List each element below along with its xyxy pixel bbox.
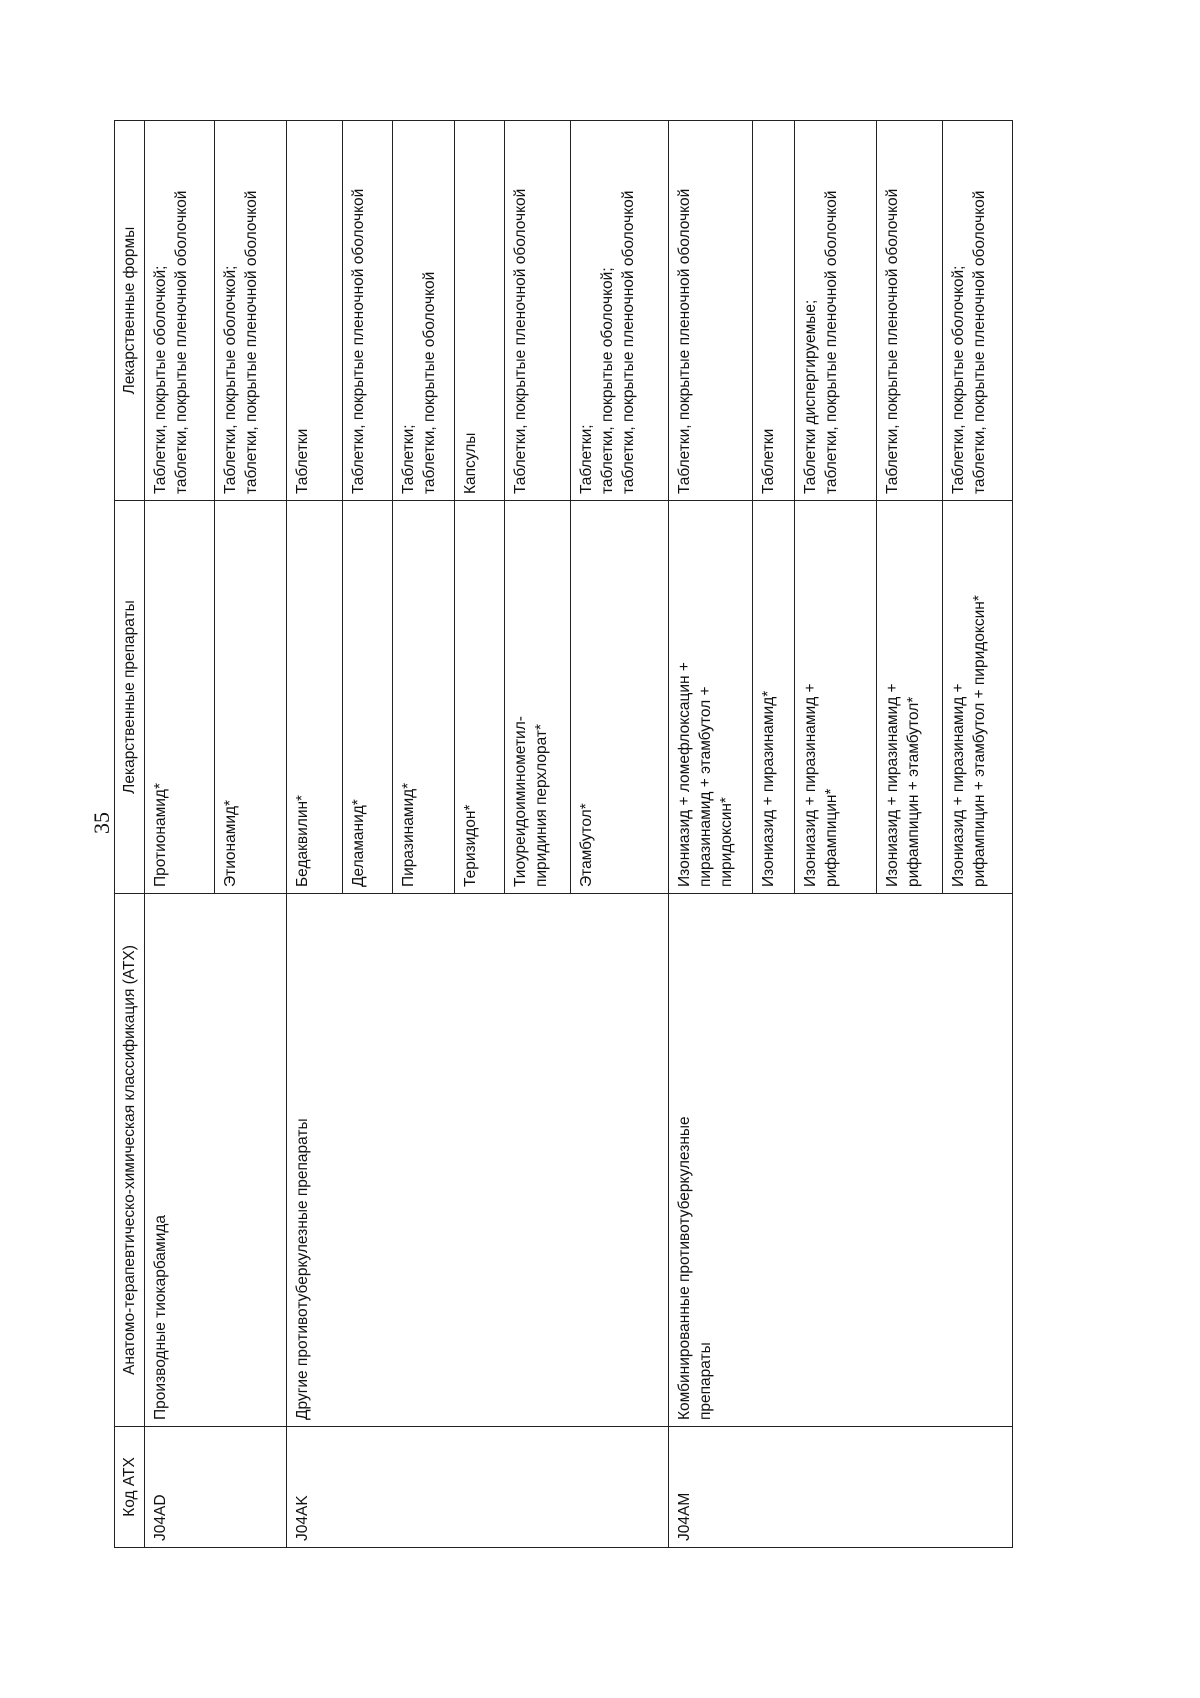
page-number: 35 <box>89 812 114 834</box>
drug-cell: Деламанид* <box>343 501 393 894</box>
forms-cell: Таблетки, покрытые пленочной оболочкой <box>877 121 943 501</box>
drug-cell: Этионамид* <box>215 501 287 894</box>
table-row <box>145 121 215 1548</box>
classification-cell: Другие противотуберкулезные препараты <box>287 894 669 1427</box>
drug-cell: Пиразинамид* <box>393 501 455 894</box>
header-drugs: Лекарственные препараты <box>115 501 145 894</box>
header-classification: Анатомо-терапевтическо-химическая классификация (АТХ) <box>115 894 145 1427</box>
forms-cell: Таблетки; таблетки, покрытые оболочкой <box>393 121 455 501</box>
table-header-row <box>115 121 145 1548</box>
drug-cell: Протионамид* <box>145 501 215 894</box>
drug-cell: Теризидон* <box>455 501 505 894</box>
drug-cell: Изониазид + пиразинамид + рифампицин + этамбутол* <box>877 501 943 894</box>
header-forms: Лекарственные формы <box>115 121 145 501</box>
drug-cell: Этамбутол* <box>571 501 669 894</box>
classification-cell: Производные тиокарбамида <box>145 894 287 1427</box>
forms-cell: Таблетки <box>753 121 795 501</box>
forms-cell: Таблетки, покрытые оболочкой; таблетки, покрытые пленочной оболочкой <box>943 121 1013 501</box>
drug-cell: Изониазид + ломефлоксацин + пиразинамид + этамбутол + пиридоксин* <box>669 501 753 894</box>
forms-cell: Капсулы <box>455 121 505 501</box>
table-row <box>669 121 753 1548</box>
forms-cell: Таблетки, покрытые оболочкой; таблетки, покрытые пленочной оболочкой <box>215 121 287 501</box>
atc-code-cell: J04AM <box>669 1427 1013 1548</box>
rotated-table-container <box>114 120 1066 1548</box>
forms-cell: Таблетки; таблетки, покрытые оболочкой; таблетки, покрытые пленочной оболочкой <box>571 121 669 501</box>
forms-cell: Таблетки, покрытые пленочной оболочкой <box>505 121 571 501</box>
forms-cell: Таблетки <box>287 121 343 501</box>
header-code: Код АТХ <box>115 1427 145 1548</box>
drug-cell: Изониазид + пиразинамид + рифампицин + этамбутол + пиридоксин* <box>943 501 1013 894</box>
drug-cell: Изониазид + пиразинамид* <box>753 501 795 894</box>
drug-table <box>114 120 1013 1548</box>
forms-cell: Таблетки, покрытые пленочной оболочкой <box>669 121 753 501</box>
table-row <box>287 121 343 1548</box>
forms-cell: Таблетки, покрытые пленочной оболочкой <box>343 121 393 501</box>
drug-cell: Тиоуреидоиминометил- пиридиния перхлорат* <box>505 501 571 894</box>
atc-code-cell: J04AK <box>287 1427 669 1548</box>
drug-cell: Изониазид + пиразинамид + рифампицин* <box>795 501 877 894</box>
drug-cell: Бедаквилин* <box>287 501 343 894</box>
forms-cell: Таблетки, покрытые оболочкой; таблетки, покрытые пленочной оболочкой <box>145 121 215 501</box>
classification-cell: Комбинированные противотуберкулезные препараты <box>669 894 1013 1427</box>
forms-cell: Таблетки диспергируемые; таблетки, покрытые пленочной оболочкой <box>795 121 877 501</box>
atc-code-cell: J04AD <box>145 1427 287 1548</box>
